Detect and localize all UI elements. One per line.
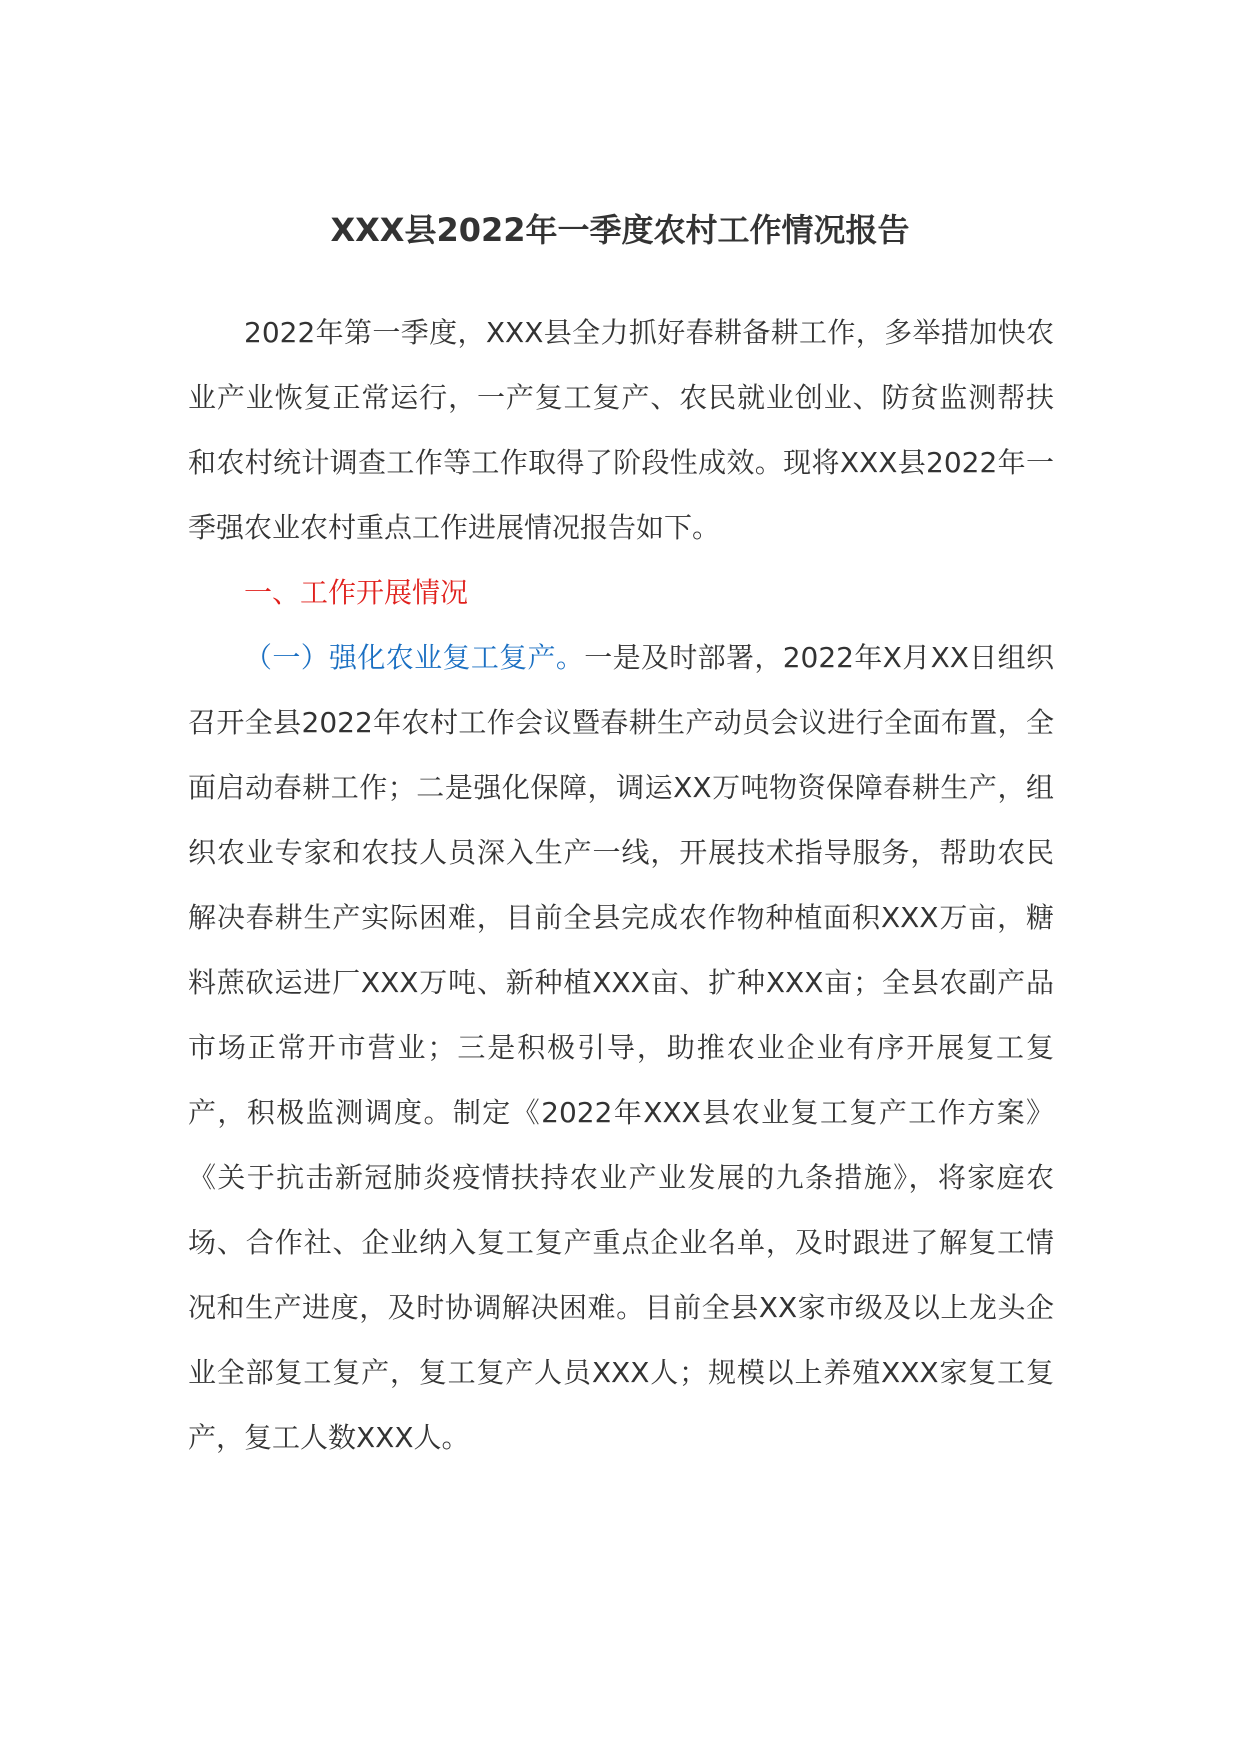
subsection-paragraph xyxy=(188,625,1054,1470)
section-heading: 一、工作开展情况 xyxy=(244,576,469,609)
subsection-body: 一是及时部署，2022年X月XX日组织召开全县2022年农村工作会议暨春耕生产动员会议进行全面布置，全面启动春耕工作；二是强化保障，调运XX万吨物资保障春耕生产，组织农业专家和农技人员深入生产一线，开展技术指导服务，帮助农民解决春耕生产实际困难，目前全县完成农作物种植面积XXX万亩，糖料蔗砍运进厂XXX万吨、新种植XXX亩、扩种XXX亩；全县农副产品市场正常开市营业；三是积极引导，助推农业企业有序开展复工复产，积极监测调度。制定《2022年XXX县农业复工复产工作方案》《关于抗击新冠肺炎疫情扶持农业产业发展的九条措施》，将家庭农场、合作社、企业纳入复工复产重点企业名单，及时跟进了解复工情况和生产进度，及时协调解决困难。目前全县XX家市级及以上龙头企业全部复工复产，复工复产人员XXX人；规模以上养殖XXX家复工复产，复工人数XXX人。 xyxy=(188,641,1054,1454)
document-title: XXX县2022年一季度农村工作情况报告 xyxy=(330,211,910,249)
subsection-heading: （一）强化农业复工复产。 xyxy=(244,641,585,674)
intro-paragraph: 2022年第一季度，XXX县全力抓好春耕备耕工作，多举措加快农业产业恢复正常运行，一产复工复产、农民就业创业、防贫监测帮扶和农村统计调查工作等工作取得了阶段性成效。现将XXX县2022年一季强农业农村重点工作进展情况报告如下。 xyxy=(188,316,1054,544)
document-body xyxy=(188,300,1054,1470)
section-heading-paragraph xyxy=(188,560,1054,625)
